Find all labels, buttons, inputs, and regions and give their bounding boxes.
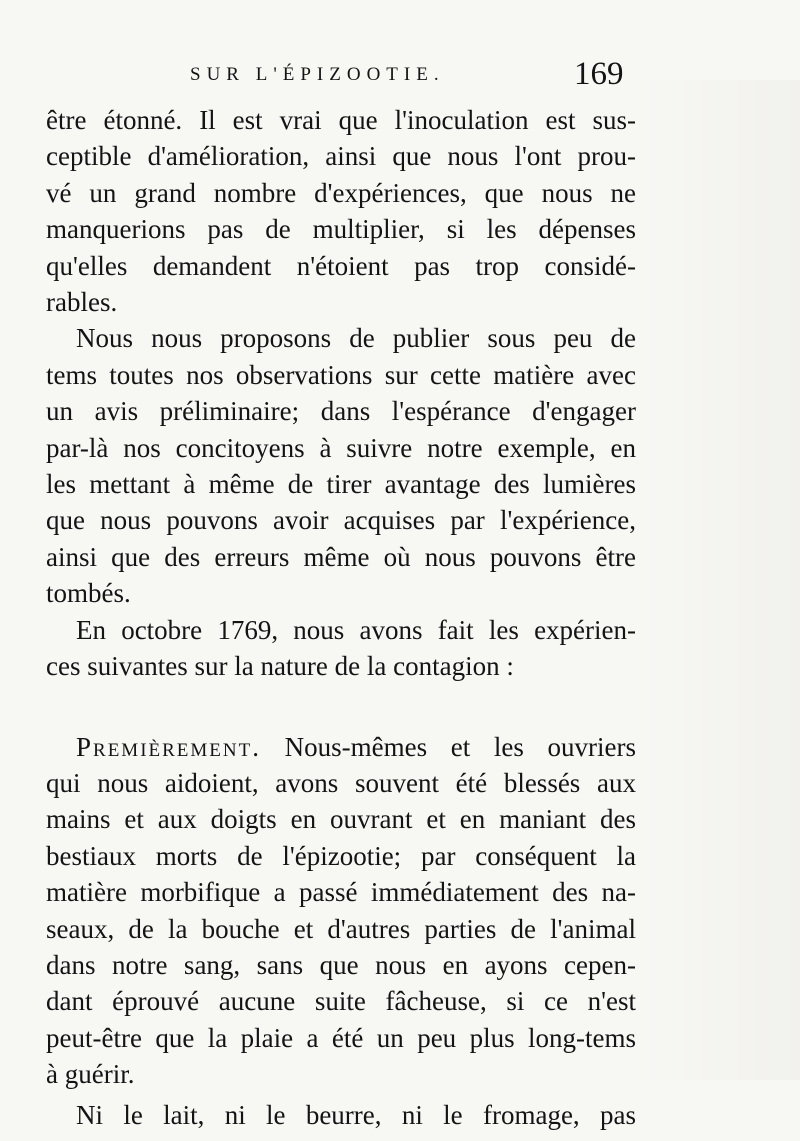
paragraph <box>46 102 636 320</box>
text-line: En octobre 1769, nous avons fait les expérien- <box>76 614 636 645</box>
text-line: matière morbifique a passé immédiatement des na- <box>46 877 636 908</box>
paragraph <box>46 320 636 611</box>
text-line: les mettant à même de tirer avantage des lumières <box>46 469 636 500</box>
text-line: vé un grand nombre d'expériences, que nous ne <box>46 177 636 208</box>
body-text <box>46 102 636 1133</box>
text-line: qu'elles demandent n'étoient pas trop considé- <box>46 250 636 281</box>
text-line: être étonné. Il est vrai que l'inoculation est sus- <box>46 105 636 135</box>
paragraph-lead: Premièrement. <box>76 731 261 762</box>
text-line: par-là nos concitoyens à suivre notre exemple, en <box>46 432 636 463</box>
show-through-shading <box>640 80 800 1080</box>
text-line: manquerions pas de multiplier, si les dépenses <box>46 214 636 245</box>
text-line: Nous nous proposons de publier sous peu de <box>76 323 636 354</box>
text-line: dans notre sang, sans que nous en ayons cepen- <box>46 949 636 980</box>
text-line: tems toutes nos observations sur cette matière avec <box>46 359 636 390</box>
page-number: 169 <box>574 56 624 92</box>
paragraph <box>46 1097 636 1133</box>
text-line: seaux, de la bouche et d'autres parties de l'animal <box>46 913 636 944</box>
text-line: ainsi que des erreurs même où nous pouvons être <box>46 541 636 572</box>
paragraph <box>46 612 636 685</box>
text-line: bestiaux morts de l'épizootie; par conséquent la <box>46 840 636 871</box>
paragraph-gap <box>46 685 636 729</box>
text-line: que nous pouvons avoir acquises par l'expérience, <box>46 505 636 536</box>
text-line: peut-être que la plaie a été un peu plus long-tems <box>46 1022 636 1053</box>
text-line: à guérir. <box>46 1059 135 1090</box>
text-line: un avis préliminaire; dans l'espérance d'engager <box>46 396 636 427</box>
text-line: qui nous aidoient, avons souvent été blessés aux <box>46 767 636 798</box>
text-line: Ni le lait, ni le beurre, ni le fromage, pas <box>76 1099 636 1130</box>
text-line: tombés. <box>46 578 131 609</box>
text-line: rables. <box>46 287 118 318</box>
text-line: ceptible d'amélioration, ainsi que nous l'ont prou- <box>46 141 636 172</box>
text-line: ces suivantes sur la nature de la contagion : <box>46 651 514 682</box>
running-head: SUR L'ÉPIZOOTIE. <box>190 64 445 85</box>
text-line <box>46 729 636 765</box>
text-line: mains et aux doigts en ouvrant et en maniant des <box>46 804 636 835</box>
text-line: dant éprouvé aucune suite fâcheuse, si ce n'est <box>46 986 636 1017</box>
paragraph <box>46 729 636 1093</box>
text-fragment: Nous-mêmes et les ouvriers <box>284 731 637 762</box>
